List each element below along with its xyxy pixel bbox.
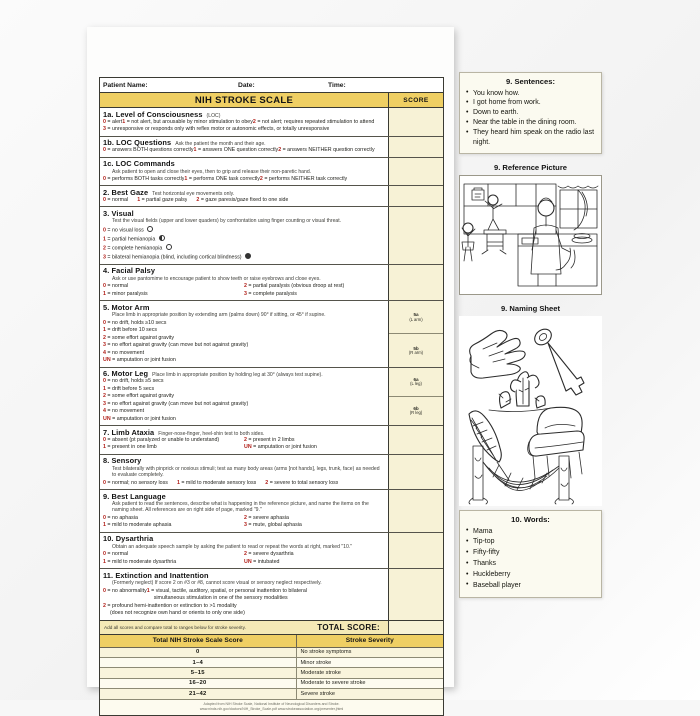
item-option[interactable]: 0 = normal bbox=[103, 283, 129, 290]
footer-line-2: www.ninds.nih.gov/doctors/NIH_Stroke_Scale.pdf www.strokeassociation.org/presenter.jhtml bbox=[199, 706, 344, 711]
item-option[interactable]: 2 = partial paralysis (obvious droop at rest) bbox=[244, 283, 345, 290]
item-title: 9. Best Language bbox=[103, 491, 166, 501]
item-title: 11. Extinction and Inattention bbox=[103, 570, 209, 580]
score-column-header: SCORE bbox=[388, 93, 443, 107]
item-option[interactable]: 0 = no drift, holds ≥10 secs bbox=[103, 319, 167, 326]
item-option[interactable]: 1 = drift before 5 secs bbox=[103, 385, 155, 392]
item-score-cell[interactable] bbox=[388, 186, 443, 206]
item-score-cell[interactable] bbox=[388, 426, 443, 454]
item-body bbox=[100, 426, 388, 454]
option-column bbox=[103, 342, 248, 365]
severity-header-severity: Stroke Severity bbox=[345, 637, 394, 645]
severity-score-range: 1–4 bbox=[100, 658, 297, 667]
item-title: 10. Dysarthria bbox=[103, 534, 154, 544]
words-list bbox=[465, 527, 596, 592]
option-column bbox=[103, 226, 244, 244]
severity-score-range: 5–15 bbox=[100, 668, 297, 677]
item-options bbox=[103, 197, 385, 205]
severity-header-score: Total NIH Stroke Scale Score bbox=[100, 635, 297, 647]
item-score-cell[interactable] bbox=[388, 569, 443, 619]
scale-items-container bbox=[100, 108, 443, 621]
item-option[interactable]: 0 = answers BOTH questions correctly bbox=[103, 147, 194, 154]
item-option[interactable]: 1 = mild to moderate dysarthria bbox=[103, 558, 177, 565]
item-title: 5. Motor Arm bbox=[103, 302, 150, 312]
scale-item-1c bbox=[100, 158, 443, 187]
item-body bbox=[100, 533, 388, 568]
item-option[interactable]: 2 = severe to total sensory loss bbox=[265, 479, 339, 486]
item-option[interactable]: 2 = some effort against gravity bbox=[103, 334, 175, 341]
item-title: 7. Limb Ataxia Finger-nose-finger, heel-shin test to both sides. bbox=[103, 427, 265, 437]
total-score-label: TOTAL SCORE: bbox=[317, 622, 380, 632]
sub-score-5a[interactable]: 5a (L arm) bbox=[409, 312, 423, 322]
form-title-row bbox=[100, 93, 443, 108]
sentence-item: • Near the table in the dining room. bbox=[465, 118, 596, 128]
scale-item-3 bbox=[100, 207, 443, 264]
item-options bbox=[103, 551, 385, 566]
footer-line-1: Adapted from NIH Stroke Scale, National Institute of Neurological Disorders and Stroke. bbox=[203, 701, 340, 706]
item-options bbox=[103, 378, 385, 423]
words-title: 10. Words: bbox=[511, 515, 550, 525]
patient-name-label: Patient Name: bbox=[103, 81, 148, 89]
item-description: Place limb in appropriate position by extending arm (palms down) 90° if sitting, or 45° if supine. bbox=[112, 312, 326, 319]
item-score-cell[interactable] bbox=[388, 265, 443, 300]
sentence-item: • I got home from work. bbox=[465, 98, 596, 108]
scale-item-1a bbox=[100, 108, 443, 137]
option-column bbox=[244, 437, 385, 452]
date-label: Date: bbox=[238, 81, 255, 89]
item-option[interactable]: 0 = no visual loss bbox=[103, 226, 244, 235]
item-option[interactable]: 0 = normal; no sensory loss bbox=[103, 479, 168, 486]
item-options bbox=[103, 119, 385, 134]
visual-field-icon bbox=[245, 253, 251, 259]
item-body bbox=[100, 455, 388, 489]
severity-row bbox=[100, 679, 443, 689]
reference-picture-title: 9. Reference Picture bbox=[493, 163, 568, 173]
option-column bbox=[244, 515, 385, 530]
severity-row bbox=[100, 668, 443, 678]
item-option[interactable]: 2 = severe aphasia bbox=[244, 514, 289, 521]
item-description: Test the visual fields (upper and lower quaders) by confrontation using finger counting or visual threat. bbox=[112, 218, 342, 225]
scale-item-11 bbox=[100, 569, 443, 620]
item-description: Ask patient to open and close their eyes, then to grip and release their non-paretic hand. bbox=[112, 168, 312, 175]
item-body bbox=[100, 490, 388, 532]
item-option[interactable]: UN = amputation or joint fusion bbox=[244, 444, 317, 451]
word-item: • Fifty-fifty bbox=[465, 548, 596, 559]
form-title: NIH STROKE SCALE bbox=[194, 94, 294, 106]
item-title: 4. Facial Palsy bbox=[103, 266, 156, 276]
visual-field-icon bbox=[147, 226, 153, 232]
option-column bbox=[103, 283, 244, 298]
sentence-item: • Down to earth. bbox=[465, 108, 596, 118]
item-option[interactable]: 1 = not alert, but arousable by minor stimulation to obey bbox=[122, 118, 253, 125]
item-description: Obtain an adequate speech sample by asking the patient to read or repeat the words at right, marked "10." bbox=[112, 543, 353, 550]
words-panel bbox=[459, 510, 602, 598]
item-body bbox=[100, 368, 388, 426]
item-score-cell[interactable] bbox=[388, 490, 443, 532]
sentences-title: 9. Sentences: bbox=[506, 77, 555, 86]
item-options bbox=[103, 147, 385, 155]
item-body bbox=[100, 137, 388, 157]
item-title: 6. Motor Leg Place limb in appropriate position by holding leg at 30° (always test supine). bbox=[103, 369, 323, 379]
item-option[interactable]: 1 = performs ONE task correctly bbox=[184, 175, 260, 182]
scale-item-2 bbox=[100, 186, 443, 207]
item-description: Test bilaterally with pinprick or noxious stimuli; test as many body areas (arms [not hands], legs, trunk, face) as needed to evaluate completely. bbox=[112, 465, 380, 479]
option-column bbox=[103, 320, 244, 343]
item-option[interactable]: 1 = minor paralysis bbox=[103, 290, 148, 297]
sentence-item: • You know how. bbox=[465, 89, 596, 99]
sentences-list bbox=[465, 89, 596, 149]
sub-score-5b[interactable]: 5b (R arm) bbox=[389, 333, 443, 366]
item-option[interactable]: 0 = absent (pt paralyzed or unable to understand) bbox=[103, 436, 220, 443]
item-score-cell[interactable] bbox=[388, 158, 443, 186]
sub-score-6a[interactable]: 6a (L leg) bbox=[410, 376, 422, 387]
item-body bbox=[100, 186, 388, 206]
item-option[interactable]: 2 = gaze paresis/gaze fixed to one side bbox=[196, 196, 289, 203]
scale-item-4 bbox=[100, 265, 443, 301]
item-score-cell[interactable] bbox=[388, 108, 443, 136]
severity-description: No stroke symptoms bbox=[300, 649, 352, 656]
reference-picture bbox=[459, 175, 602, 295]
item-option[interactable]: 0 = no aphasia bbox=[103, 514, 138, 521]
item-option[interactable]: 4 = no movement bbox=[103, 408, 145, 415]
word-item: • Huckleberry bbox=[465, 570, 596, 581]
item-option[interactable]: UN = intubated bbox=[244, 558, 280, 565]
naming-sheet-title: 9. Naming Sheet bbox=[500, 304, 561, 314]
item-option[interactable]: 1 = mild to moderate sensory loss bbox=[176, 479, 257, 486]
item-options bbox=[103, 283, 385, 298]
item-option[interactable]: 1 = partial hemianopia bbox=[103, 235, 244, 244]
item-option[interactable]: 4 = no movement bbox=[103, 349, 145, 356]
item-option[interactable]: UN = amputation or joint fusion bbox=[103, 357, 176, 364]
item-option[interactable]: 1 = answers ONE question correctly bbox=[193, 147, 279, 154]
severity-description: Moderate stroke bbox=[300, 670, 341, 677]
kitchen-scene-drawing bbox=[460, 176, 601, 294]
option-column bbox=[244, 551, 385, 566]
item-options bbox=[103, 480, 385, 488]
scale-item-8 bbox=[100, 455, 443, 490]
word-item: • Tip-top bbox=[465, 537, 596, 548]
item-option[interactable]: 3 = no effort against gravity (can move but not against gravity) bbox=[103, 342, 249, 349]
option-column bbox=[103, 551, 244, 566]
option-column bbox=[103, 244, 251, 262]
option-column bbox=[244, 283, 385, 298]
scale-item-10 bbox=[100, 533, 443, 569]
item-description: (Formerly neglect) If score 2 on #3 or #8, cannot score visual or sensory neglect respectively. bbox=[112, 580, 322, 587]
item-title: 1b. LOC Questions Ask the patient the month and their age. bbox=[103, 138, 266, 148]
item-option[interactable]: 1 = visual, tactile, auditory, spatial, or personal inattention to bilateral simultaneous stimulation in one of the sensory modalities bbox=[146, 587, 307, 602]
visual-field-icon bbox=[166, 244, 172, 250]
item-options bbox=[103, 437, 385, 452]
item-body bbox=[100, 108, 388, 136]
severity-description: Moderate to severe stroke bbox=[300, 680, 366, 687]
item-option[interactable]: 0 = no drift, holds ≥5 secs bbox=[103, 378, 164, 385]
severity-row bbox=[100, 658, 443, 668]
item-score-cell[interactable] bbox=[388, 207, 443, 263]
item-options bbox=[103, 226, 385, 262]
option-column bbox=[103, 401, 248, 424]
item-option[interactable]: 1 = mild to moderate aphasia bbox=[103, 522, 172, 529]
option-column bbox=[103, 515, 244, 530]
item-body bbox=[100, 158, 388, 186]
item-option[interactable]: 0 = performs BOTH tasks correctly bbox=[103, 175, 185, 182]
nih-stroke-scale-form bbox=[99, 77, 444, 716]
stroke-scale-sheet bbox=[87, 27, 454, 711]
naming-sheet-objects bbox=[459, 316, 600, 506]
reference-materials-column bbox=[459, 72, 602, 598]
naming-sheet bbox=[459, 316, 602, 506]
severity-row bbox=[100, 648, 443, 658]
item-option[interactable]: 2 = present in 2 limbs bbox=[244, 436, 295, 443]
word-item: • Baseball player bbox=[465, 581, 596, 592]
patient-info-row bbox=[100, 78, 443, 93]
option-column bbox=[103, 437, 244, 452]
item-option[interactable]: 2 = not alert; requires repeated stimulation to attend bbox=[252, 118, 375, 125]
item-option[interactable]: 2 = complete hemianopia bbox=[103, 244, 251, 253]
item-option[interactable]: 3 = mute, global aphasia bbox=[244, 522, 302, 529]
item-option[interactable]: 2 = severe dysarthria bbox=[244, 551, 294, 558]
total-score-note: Add all scores and compare total to ranges below for stroke severity. bbox=[104, 624, 246, 630]
item-option[interactable]: 1 = partial gaze palsy bbox=[137, 196, 188, 203]
word-item: • Mama bbox=[465, 527, 596, 538]
item-score-cell[interactable] bbox=[388, 455, 443, 489]
item-option[interactable]: 0 = no abnormality bbox=[103, 587, 147, 594]
item-options bbox=[103, 515, 385, 530]
time-label: Time: bbox=[328, 81, 346, 89]
item-title: 1c. LOC Commands bbox=[103, 159, 175, 169]
word-item: • Thanks bbox=[465, 559, 596, 570]
item-options bbox=[103, 588, 385, 618]
option-column bbox=[103, 378, 244, 401]
severity-table-body bbox=[100, 648, 443, 700]
item-option[interactable]: 2 = performs NEITHER task correctly bbox=[259, 175, 348, 182]
item-options bbox=[103, 320, 385, 365]
form-footer bbox=[100, 700, 443, 716]
severity-score-range: 16–20 bbox=[100, 679, 297, 688]
item-option[interactable]: 3 = bilateral hemianopia (blind, including cortical blindness) bbox=[103, 253, 251, 262]
sub-score-6b[interactable]: 6b (R leg) bbox=[389, 396, 443, 425]
item-title: 3. Visual bbox=[103, 208, 134, 218]
item-body bbox=[100, 265, 388, 300]
scale-item-6 bbox=[100, 368, 443, 427]
severity-score-range: 21–42 bbox=[100, 689, 297, 698]
item-option[interactable]: 3 = complete paralysis bbox=[244, 290, 297, 297]
scale-item-7 bbox=[100, 426, 443, 455]
severity-table-header bbox=[100, 635, 443, 648]
item-option[interactable]: 2 = answers NEITHER question correctly bbox=[278, 147, 375, 154]
total-score-row bbox=[100, 621, 443, 635]
item-option[interactable]: 1 = present in one limb bbox=[103, 444, 157, 451]
scale-item-5 bbox=[100, 301, 443, 367]
item-description: Ask patient to read the sentences, describe what is happening in the reference picture, and name the items on the naming sheet. All references are on right side of page, marked "9." bbox=[112, 501, 369, 514]
severity-row bbox=[100, 689, 443, 699]
total-score-box[interactable] bbox=[388, 621, 443, 634]
item-options bbox=[103, 176, 385, 184]
item-score-cell[interactable] bbox=[388, 301, 443, 366]
severity-score-range: 0 bbox=[100, 648, 297, 657]
scale-item-1b bbox=[100, 137, 443, 158]
item-option[interactable]: 1 = drift before 10 secs bbox=[103, 327, 158, 334]
item-option[interactable]: 0 = normal bbox=[103, 551, 129, 558]
item-description: Ask or use pantomime to encourage patient to show teeth or raise eyebrows and close eyes. bbox=[112, 275, 321, 282]
item-body bbox=[100, 569, 388, 619]
item-option[interactable]: 2 = some effort against gravity bbox=[103, 393, 175, 400]
sentence-item: • They heard him speak on the radio last night. bbox=[465, 128, 596, 148]
item-score-cell[interactable] bbox=[388, 137, 443, 157]
item-score-cell[interactable] bbox=[388, 368, 443, 426]
item-option[interactable]: 2 = profound hemi-inattention or extinction to >1 modality (does not recognize own hand or orients to only one side) bbox=[103, 602, 245, 617]
item-title: 8. Sensory bbox=[103, 456, 142, 466]
item-title: 2. Best Gaze Test horizontal eye movements only. bbox=[103, 187, 235, 197]
item-score-cell[interactable] bbox=[388, 533, 443, 568]
severity-description: Minor stroke bbox=[300, 659, 332, 666]
sentences-panel bbox=[459, 72, 602, 154]
item-option[interactable]: 3 = unresponsive or responds only with reflex motor or autonomic effects, or totally unresponsive bbox=[103, 126, 330, 133]
item-option[interactable]: 0 = alert bbox=[103, 118, 123, 125]
item-body bbox=[100, 301, 388, 366]
severity-description: Severe stroke bbox=[300, 690, 336, 697]
item-option[interactable]: 3 = no effort against gravity (can move but not against gravity) bbox=[103, 400, 249, 407]
item-title: 1a. Level of Consciousness (LOC) bbox=[103, 109, 221, 119]
item-body bbox=[100, 207, 388, 263]
scale-item-9 bbox=[100, 490, 443, 533]
item-option[interactable]: 0 = normal bbox=[103, 196, 129, 203]
item-option[interactable]: UN = amputation or joint fusion bbox=[103, 415, 176, 422]
visual-field-icon bbox=[159, 235, 165, 241]
